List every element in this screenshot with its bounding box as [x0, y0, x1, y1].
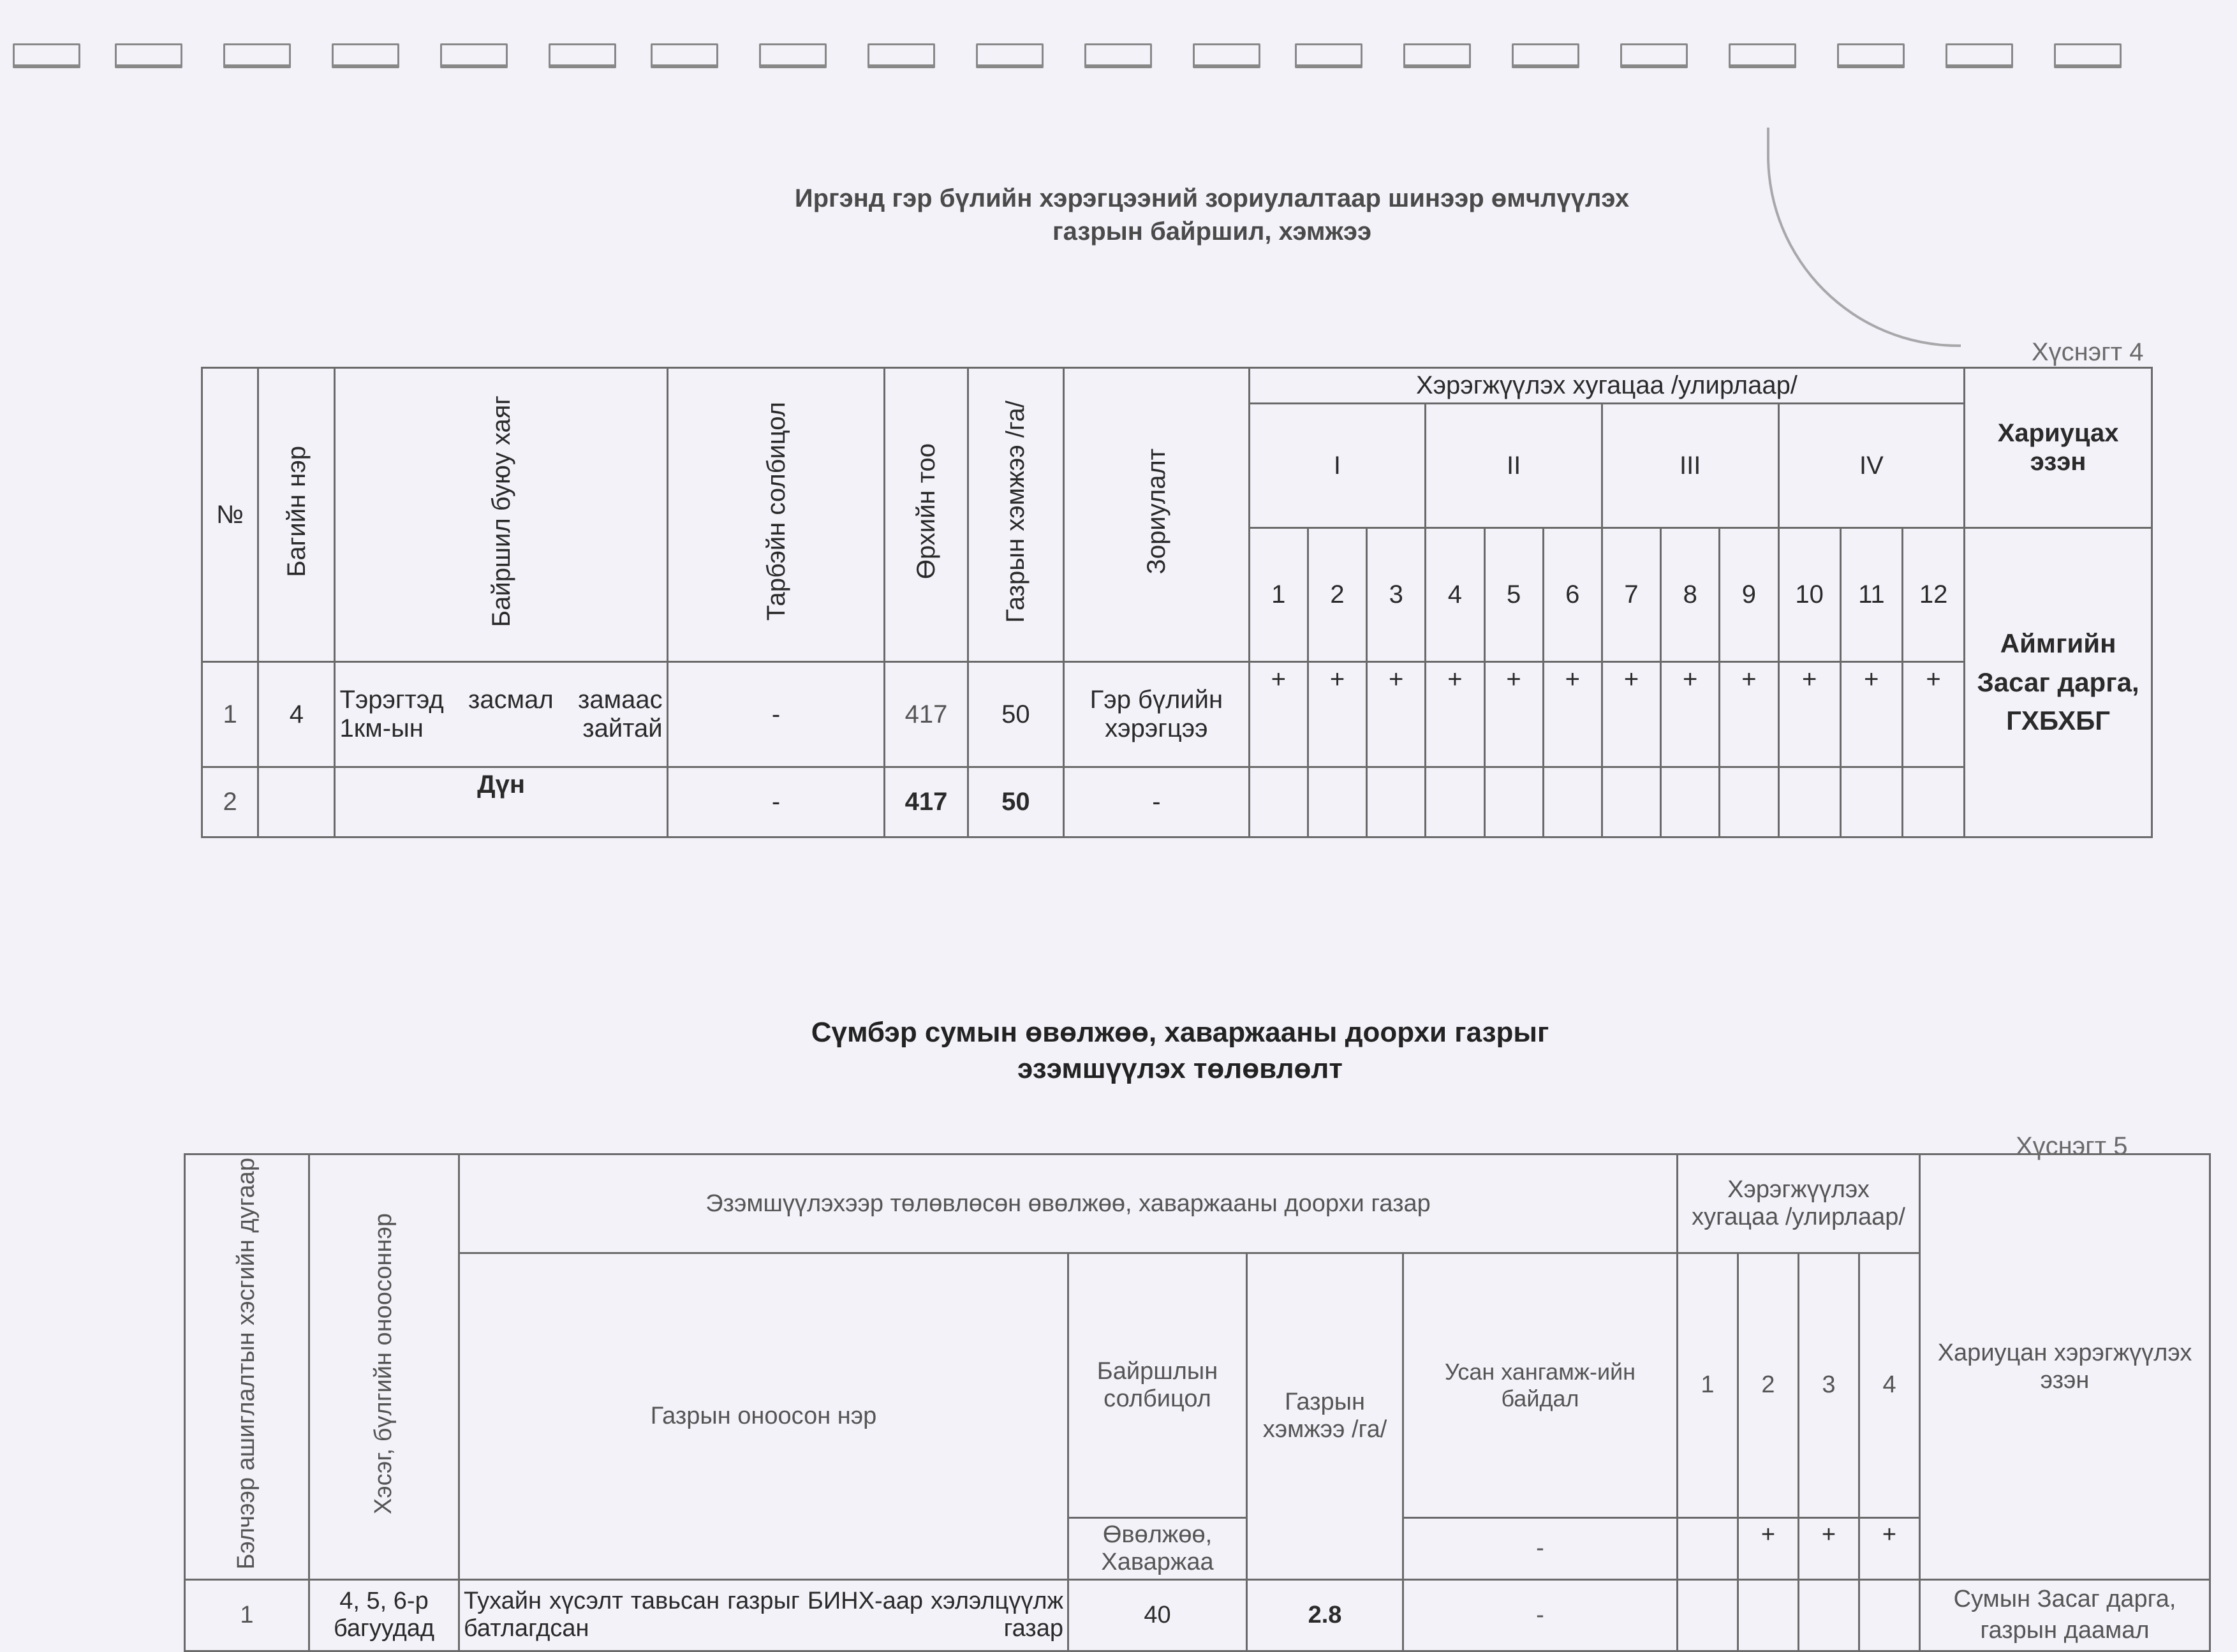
- row-coords: -: [667, 767, 885, 837]
- table-row: [185, 1579, 2210, 1651]
- row-water: -: [1403, 1579, 1678, 1651]
- month-mark: [1661, 767, 1720, 837]
- month-header: 8: [1661, 528, 1720, 662]
- col-header-address: Байршил буюу хаяг: [335, 368, 667, 662]
- month-mark: [1308, 767, 1366, 837]
- water-mark: -: [1403, 1517, 1678, 1579]
- col-header-period: Хэрэгжүүлэх хугацаа /улирлаар/: [1249, 368, 1965, 404]
- month-header: 5: [1484, 528, 1543, 662]
- table-row-total: [202, 767, 2152, 837]
- col-header-responsible: Хариуцан хэрэгжүүлэх эзэн: [1920, 1154, 2210, 1580]
- table2-title-line1: Сүмбэр сумын өвөлжөө, хаваржааны доорхи газрыг: [811, 1017, 1549, 1048]
- table2-title-line2: эзэмшүүлэх төлөвлөлт: [1017, 1053, 1343, 1085]
- month-header: 3: [1367, 528, 1426, 662]
- table2-annex-label: Хүснэгт 5: [2016, 1132, 2128, 1160]
- month-mark: +: [1602, 662, 1660, 767]
- col-header-coords: Тарбэйн солбицол: [667, 368, 885, 662]
- quarter-header: 1: [1678, 1253, 1738, 1518]
- row-no: 1: [202, 662, 258, 767]
- col-header-period: Хэрэгжүүлэх хугацаа /улирлаар/: [1678, 1154, 1920, 1253]
- month-header: 12: [1902, 528, 1964, 662]
- month-mark: +: [1778, 662, 1840, 767]
- quarter-header: 2: [1738, 1253, 1799, 1518]
- table1-annex-label: Хүснэгт 4: [2032, 338, 2144, 366]
- row-coords: 40: [1068, 1579, 1247, 1651]
- col-header-group: Хэсэг, бүлгийн оноосоннэр: [309, 1154, 459, 1580]
- quarter-mark: +: [1859, 1517, 1920, 1579]
- row-no: 2: [202, 767, 258, 837]
- quarter-mark: +: [1738, 1517, 1799, 1579]
- month-header: 1: [1249, 528, 1308, 662]
- responsible-cell: Сумын Засаг дарга, газрын даамал: [1920, 1579, 2210, 1651]
- row-total-label: Дүн: [335, 767, 667, 837]
- quarter-cell: [1678, 1579, 1738, 1651]
- row-households: 417: [885, 767, 968, 837]
- quarter-header: 3: [1799, 1253, 1859, 1518]
- col-header-responsible: Хариуцах эзэн: [1965, 368, 2152, 528]
- month-mark: [1778, 767, 1840, 837]
- month-header: 10: [1778, 528, 1840, 662]
- row-households: 417: [885, 662, 968, 767]
- month-mark: +: [1367, 662, 1426, 767]
- table-row: [202, 662, 2152, 767]
- quarter-header: 4: [1859, 1253, 1920, 1518]
- quarter-header-1: I: [1249, 404, 1426, 528]
- col-header-water: Усан хангамж-ийн байдал: [1403, 1253, 1678, 1518]
- month-header: 9: [1720, 528, 1778, 662]
- responsible-cell: Аймгийн Засаг дарга, ГХБХБГ: [1965, 528, 2152, 837]
- month-header: 2: [1308, 528, 1366, 662]
- row-coords: -: [667, 662, 885, 767]
- month-mark: [1602, 767, 1660, 837]
- col-header-name: Газрын оноосон нэр: [459, 1253, 1068, 1580]
- quarter-cell: [1859, 1579, 1920, 1651]
- row-area: 50: [968, 662, 1063, 767]
- row-bag: 4: [258, 662, 335, 767]
- table1-title: [510, 182, 1914, 248]
- row-area: 2.8: [1247, 1579, 1403, 1651]
- month-mark: +: [1543, 662, 1602, 767]
- col-header-planned-land: Эзэмшүүлэхээр төлөвлөсөн өвөлжөө, хаваржааны доорхи газар: [459, 1154, 1678, 1253]
- row-group: 4, 5, 6-р багуудад: [309, 1579, 459, 1651]
- quarter-header-2: II: [1426, 404, 1602, 528]
- month-header: 6: [1543, 528, 1602, 662]
- month-mark: [1484, 767, 1543, 837]
- quarter-header-4: IV: [1778, 404, 1965, 528]
- col-header-area: Газрын хэмжээ /га/: [1247, 1253, 1403, 1580]
- row-area: 50: [968, 767, 1063, 837]
- month-mark: [1249, 767, 1308, 837]
- quarter-cell: [1738, 1579, 1799, 1651]
- row-name: Тухайн хүсэлт тавьсан газрыг БИНХ-аар хэлэлцүүлж батлагдсан газар: [459, 1579, 1068, 1651]
- binding-holes: [13, 33, 2211, 71]
- col-header-area: Газрын хэмжээ /га/: [968, 368, 1063, 662]
- month-mark: [1840, 767, 1902, 837]
- month-header: 7: [1602, 528, 1660, 662]
- month-mark: +: [1249, 662, 1308, 767]
- month-mark: +: [1308, 662, 1366, 767]
- row-no: 1: [185, 1579, 309, 1651]
- month-mark: +: [1902, 662, 1964, 767]
- col-header-seasonal: Бэлчээр ашиглалтын хэсгийн дугаар: [185, 1154, 309, 1580]
- month-header: 4: [1426, 528, 1484, 662]
- month-mark: [1543, 767, 1602, 837]
- table1: [201, 367, 2153, 838]
- quarter-mark: [1678, 1517, 1738, 1579]
- col-header-purpose: Зориулалт: [1064, 368, 1250, 662]
- col-header-households: Өрхийн тоо: [885, 368, 968, 662]
- table1-title-line2: газрын байршил, хэмжээ: [1052, 218, 1372, 246]
- month-mark: [1902, 767, 1964, 837]
- col-header-no: №: [202, 368, 258, 662]
- row-purpose: Гэр бүлийн хэрэгцээ: [1064, 662, 1250, 767]
- month-mark: +: [1661, 662, 1720, 767]
- col-header-winter-spring: Өвөлжөө, Хаваржаа: [1068, 1517, 1247, 1579]
- col-header-coords: Байршлын солбицол: [1068, 1253, 1247, 1518]
- table1-title-line1: Иргэнд гэр бүлийн хэрэгцээний зориулалтаар шинээр өмчлүүлэх: [794, 184, 1630, 212]
- month-mark: +: [1484, 662, 1543, 767]
- quarter-cell: [1799, 1579, 1859, 1651]
- month-header: 11: [1840, 528, 1902, 662]
- row-address: Тэрэгтэд засмал замаас 1км-ын зайтай: [335, 662, 667, 767]
- month-mark: [1720, 767, 1778, 837]
- quarter-header-3: III: [1602, 404, 1778, 528]
- month-mark: [1367, 767, 1426, 837]
- month-mark: +: [1840, 662, 1902, 767]
- table2: [184, 1153, 2211, 1652]
- table2-title: [574, 1014, 1786, 1087]
- col-header-bag: Багийн нэр: [258, 368, 335, 662]
- month-mark: +: [1720, 662, 1778, 767]
- row-bag: [258, 767, 335, 837]
- month-mark: [1426, 767, 1484, 837]
- month-mark: +: [1426, 662, 1484, 767]
- row-purpose: -: [1064, 767, 1250, 837]
- quarter-mark: +: [1799, 1517, 1859, 1579]
